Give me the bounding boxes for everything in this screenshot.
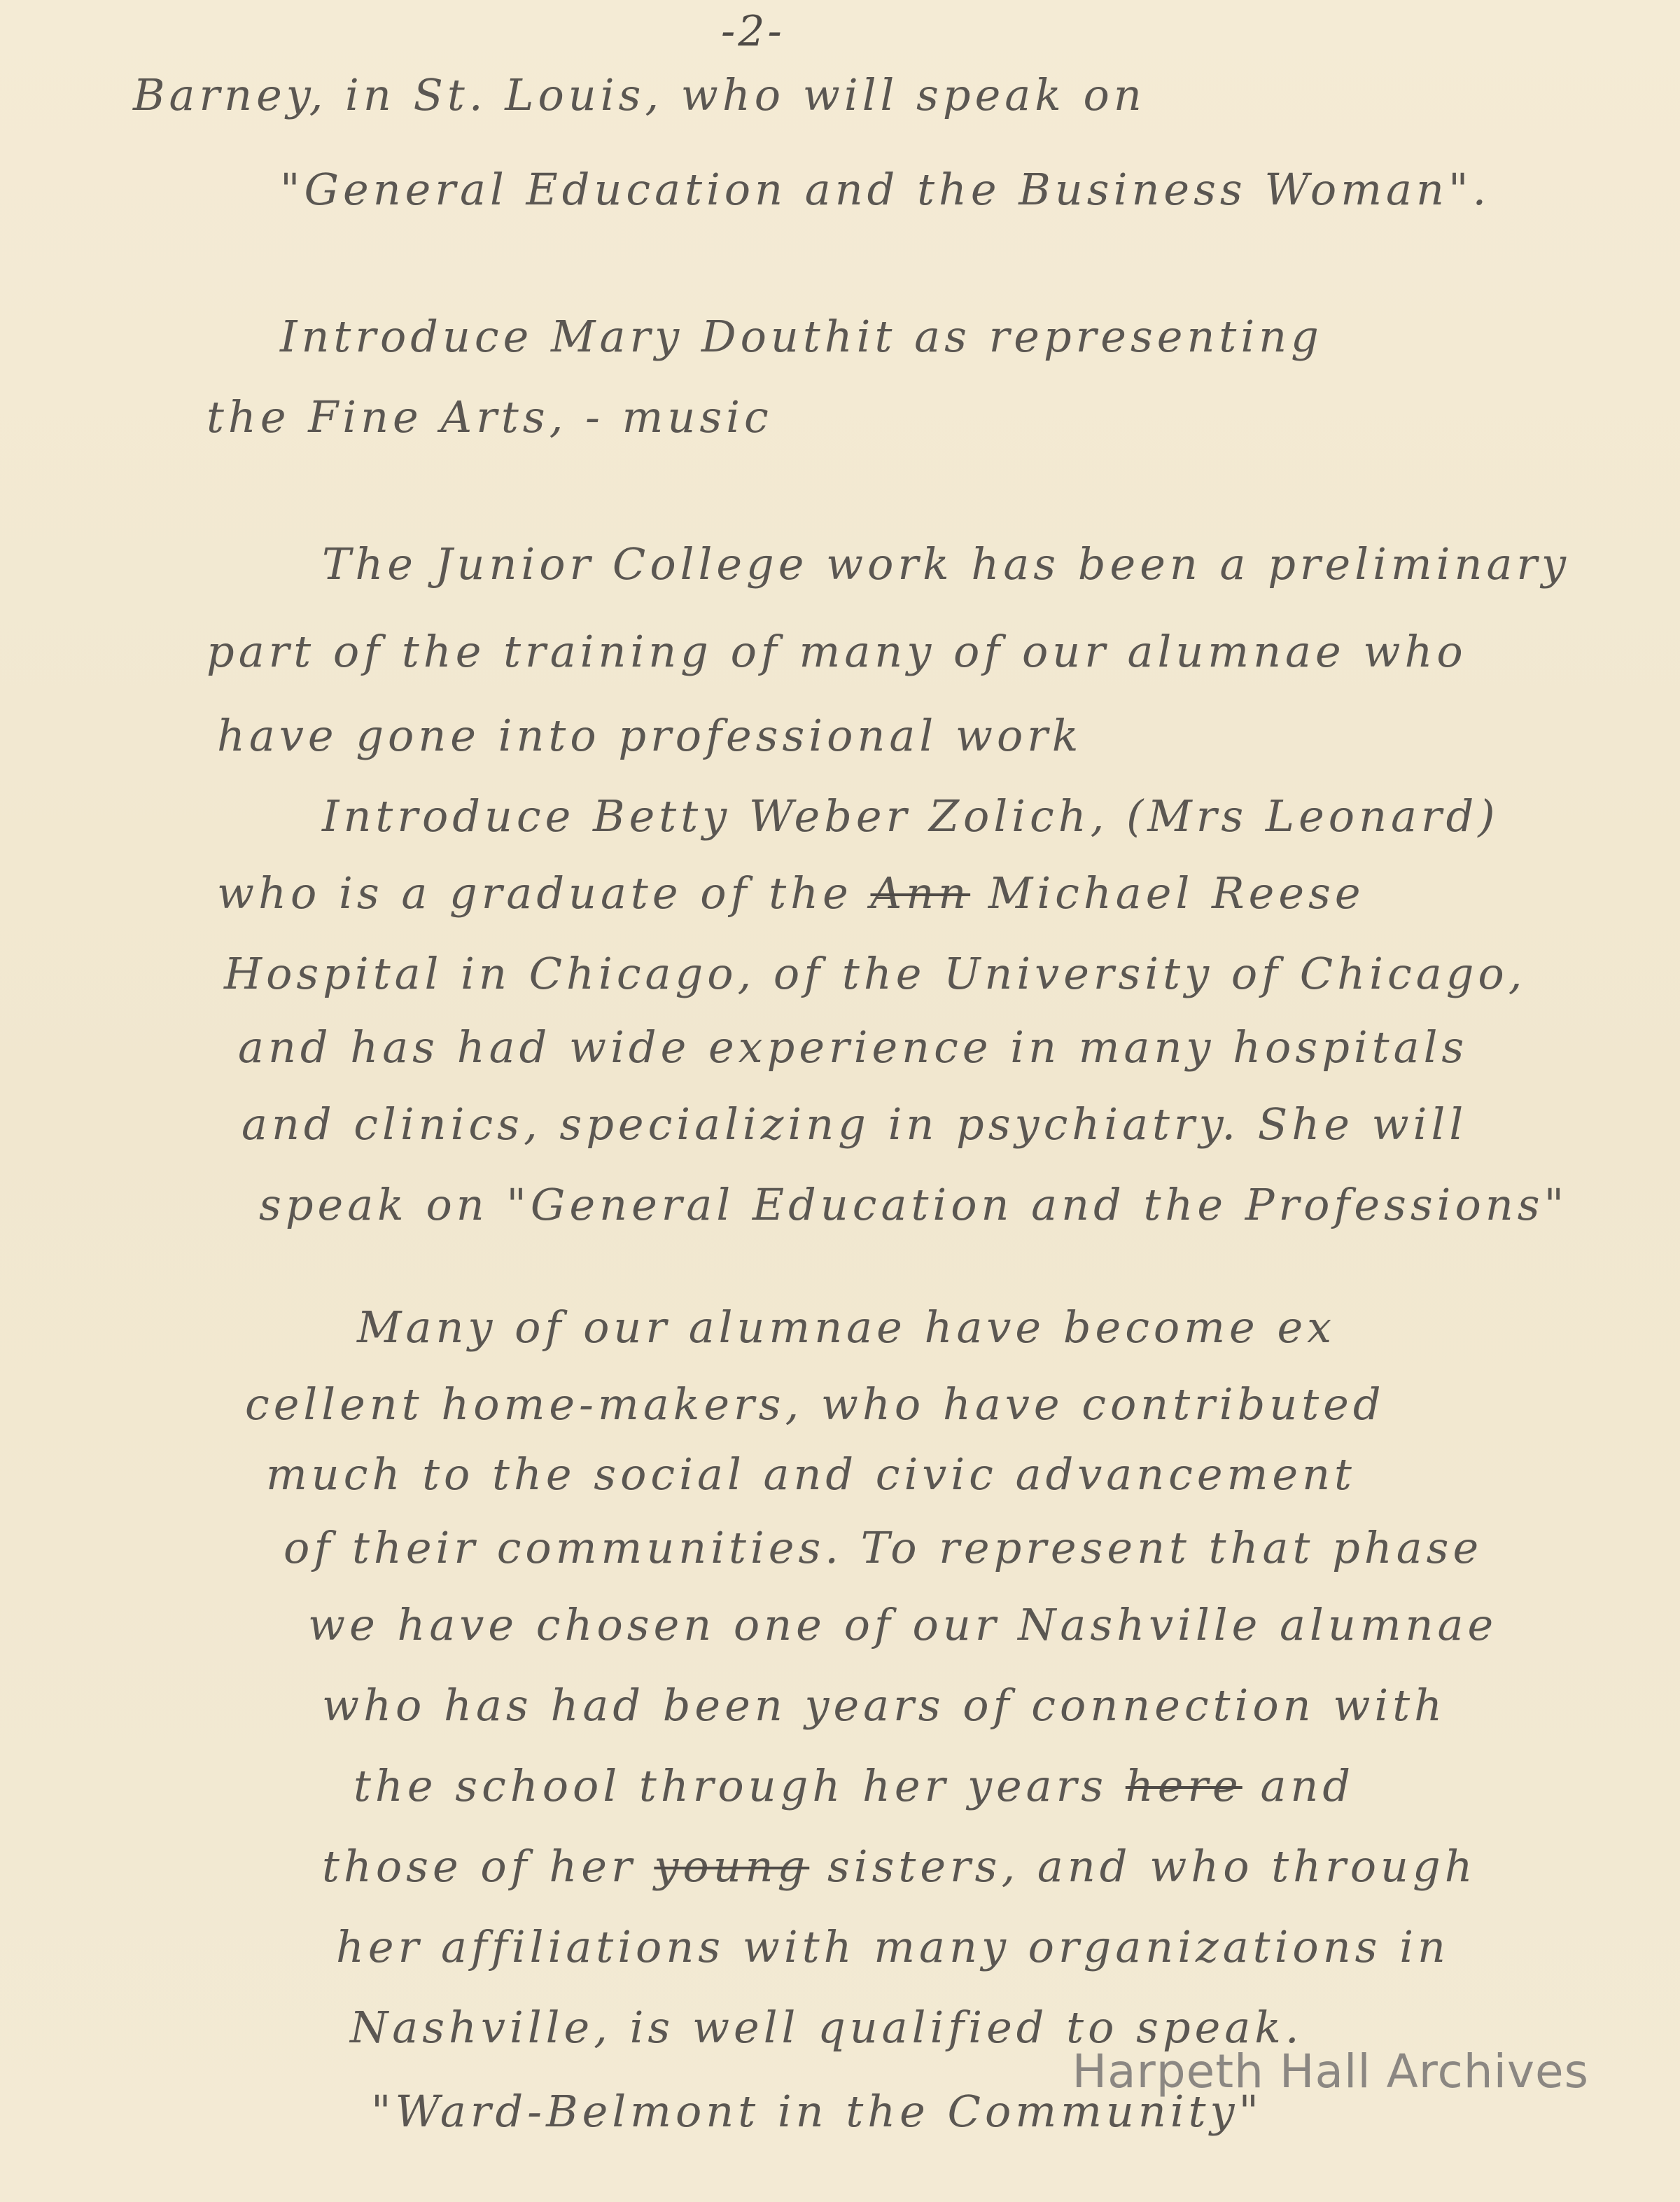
text-line-21-end: sisters, and who through	[809, 1841, 1477, 1892]
text-line-21-start: those of her	[322, 1841, 654, 1892]
archive-watermark: Harpeth Hall Archives	[1072, 2044, 1589, 2098]
text-line-13: speak on "General Education and the Professions"	[259, 1179, 1569, 1230]
text-line-9-end: Michael Reese	[970, 867, 1365, 919]
text-line-12: and clinics, specializing in psychiatry. She will	[241, 1099, 1468, 1150]
text-line-8: Introduce Betty Weber Zolich, (Mrs Leonard)	[322, 790, 1499, 842]
struck-word-here: here	[1125, 1760, 1242, 1811]
text-line-6: part of the training of many of our alumnae who	[206, 626, 1467, 677]
text-line-2: "General Education and the Business Woman".	[280, 164, 1491, 215]
text-line-11: and has had wide experience in many hospitals	[238, 1022, 1469, 1073]
text-line-16: much to the social and civic advancement	[266, 1449, 1356, 1500]
text-line-4: the Fine Arts, - music	[206, 391, 773, 443]
text-line-15: cellent home-makers, who have contributed	[245, 1379, 1385, 1430]
text-line-20-end: and	[1242, 1760, 1355, 1811]
text-line-20-start: the school through her years	[354, 1760, 1126, 1811]
text-line-10: Hospital in Chicago, of the University of Chicago,	[224, 948, 1527, 999]
text-line-23: Nashville, is well qualified to speak.	[350, 2002, 1303, 2053]
text-line-18: we have chosen one of our Nashville alumnae	[308, 1599, 1498, 1650]
text-line-21	[322, 1841, 1477, 1892]
struck-word-young: young	[654, 1841, 810, 1892]
text-line-14: Many of our alumnae have become ex	[357, 1302, 1336, 1353]
text-line-3: Introduce Mary Douthit as representing	[280, 311, 1323, 362]
text-line-24: "Ward-Belmont in the Community"	[371, 2086, 1264, 2137]
text-line-5: The Junior College work has been a preliminary	[322, 538, 1571, 590]
text-line-9	[217, 867, 1365, 919]
struck-word-ann: Ann	[870, 867, 971, 919]
text-line-1: Barney, in St. Louis, who will speak on	[133, 69, 1146, 120]
text-line-20	[354, 1760, 1355, 1811]
text-line-17: of their communities. To represent that phase	[284, 1522, 1483, 1573]
text-line-9-start: who is a graduate of the	[217, 867, 871, 919]
text-line-7: have gone into professional work	[217, 710, 1083, 761]
text-line-19: who has had been years of connection with	[322, 1680, 1447, 1731]
text-line-22: her affiliations with many organizations in	[336, 1921, 1450, 1972]
page-number: -2-	[721, 7, 785, 56]
